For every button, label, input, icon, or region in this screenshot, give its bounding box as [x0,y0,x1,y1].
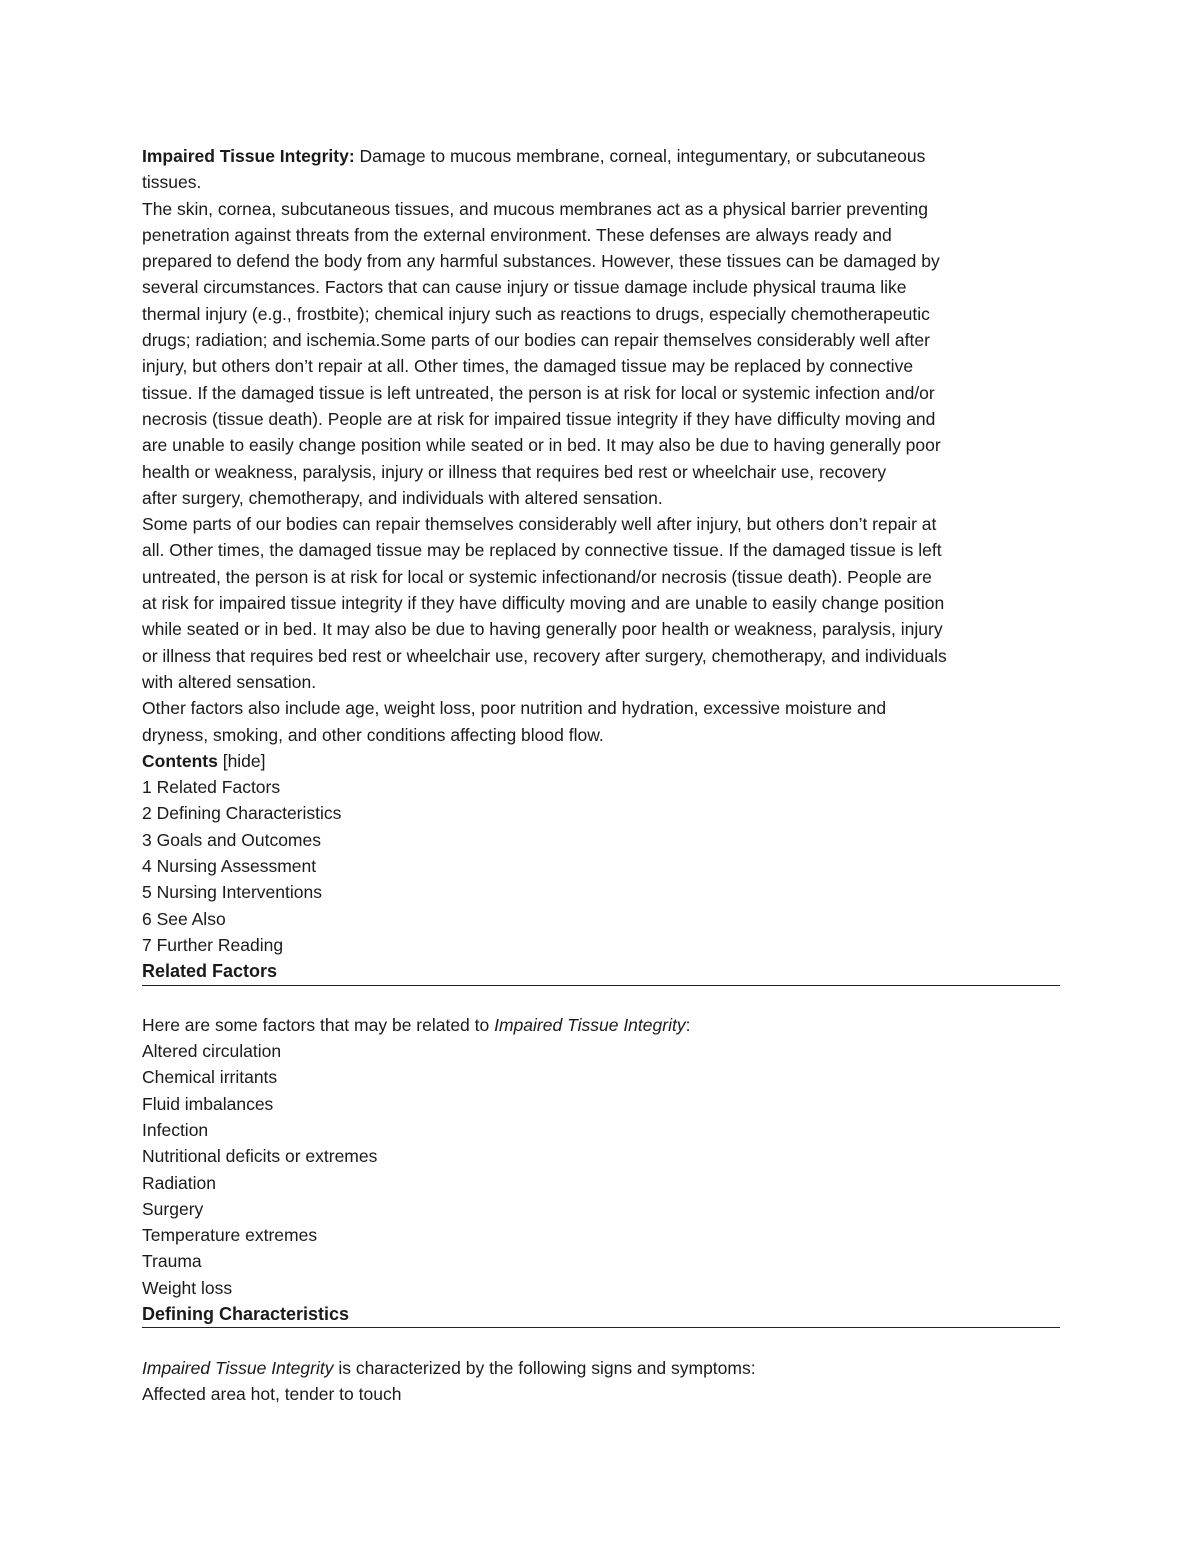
paragraph-line: several circumstances. Factors that can cause injury or tissue damage include physical trauma like [142,277,907,298]
contents-title: Contents [142,750,218,771]
list-item: Altered circulation [142,1041,282,1062]
toc-item-further-reading[interactable]: 7 Further Reading [142,934,284,955]
intro-term: Impaired Tissue Integrity: [142,146,355,166]
list-item: Fluid imbalances [142,1093,274,1114]
spacer [142,1328,1060,1354]
toc-item-nursing-assessment[interactable]: 4 Nursing Assessment [142,856,317,877]
toc-item-goals-outcomes[interactable]: 3 Goals and Outcomes [142,829,321,850]
paragraph-line: penetration against threats from the external environment. These defenses are always ready and [142,224,892,245]
related-factors-heading: Related Factors [142,958,1060,985]
paragraph-line: are unable to easily change position while seated or in bed. It may also be due to having generally poor [142,435,941,456]
contents-hide-toggle[interactable]: [hide] [222,750,266,771]
table-of-contents [142,748,1060,958]
list-item: Weight loss [142,1277,233,1298]
paragraph-3 [142,695,1060,748]
intro-suffix: is characterized by the following signs and symptoms: [333,1357,756,1378]
contents-header [142,748,1060,774]
list-item: Chemical irritants [142,1067,278,1088]
section-related-factors [142,958,1060,1301]
paragraph-line: all. Other times, the damaged tissue may be replaced by connective tissue. If the damaged tissue is left [142,540,942,561]
paragraph-line: with altered sensation. [142,671,317,692]
section-defining-characteristics [142,1301,1060,1407]
list-item: Affected area hot, tender to touch [142,1383,402,1404]
paragraph-line: thermal injury (e.g., frostbite); chemical injury such as reactions to drugs, especially chemotherapeutic [142,303,930,324]
paragraph-line: The skin, cornea, subcutaneous tissues, and mucous membranes act as a physical barrier preventing [142,198,928,219]
toc-item-nursing-interventions[interactable]: 5 Nursing Interventions [142,882,322,903]
defining-characteristics-intro [142,1355,1060,1381]
paragraph-line: Some parts of our bodies can repair themselves considerably well after injury, but others don’t repair at [142,514,937,535]
paragraph-line: necrosis (tissue death). People are at risk for impaired tissue integrity if they have difficulty moving and [142,408,936,429]
paragraph-line: Other factors also include age, weight loss, poor nutrition and hydration, excessive moisture and [142,698,887,719]
list-item: Surgery [142,1198,204,1219]
spacer [142,986,1060,1012]
list-item: Radiation [142,1172,216,1193]
toc-item-related-factors[interactable]: 1 Related Factors [142,777,281,798]
paragraph-line: health or weakness, paralysis, injury or illness that requires bed rest or wheelchair use, recovery [142,461,887,482]
toc-item-defining-characteristics[interactable]: 2 Defining Characteristics [142,803,342,824]
paragraph-line: injury, but others don’t repair at all. Other times, the damaged tissue may be replaced by connective [142,356,914,377]
paragraph-line: untreated, the person is at risk for local or systemic infectionand/or necrosis (tissue death). People are [142,566,932,587]
intro-term-italic: Impaired Tissue Integrity [142,1357,334,1378]
intro-prefix: Here are some factors that may be related to [142,1014,495,1035]
paragraph-line: dryness, smoking, and other conditions affecting blood flow. [142,724,604,745]
list-item: Temperature extremes [142,1225,318,1246]
intro-line-2: tissues. [142,172,202,193]
document-page [142,143,1060,1407]
intro-term-italic: Impaired Tissue Integrity [494,1014,686,1035]
list-item: Trauma [142,1251,202,1272]
toc-item-see-also[interactable]: 6 See Also [142,908,226,929]
defining-characteristics-heading: Defining Characteristics [142,1301,1060,1328]
intro-definition: Damage to mucous membrane, corneal, integumentary, or subcutaneous [354,146,926,166]
paragraph-line: at risk for impaired tissue integrity if they have difficulty moving and are unable to easily change position [142,593,945,614]
intro-suffix: : [685,1014,691,1035]
related-factors-intro [142,1012,1060,1038]
paragraph-1 [142,196,1060,512]
paragraph-2 [142,511,1060,695]
list-item: Nutritional deficits or extremes [142,1146,378,1167]
paragraph-line: or illness that requires bed rest or wheelchair use, recovery after surgery, chemotherapy, and individuals [142,645,947,666]
paragraph-line: drugs; radiation; and ischemia.Some parts of our bodies can repair themselves considerably well after [142,330,930,351]
list-item: Infection [142,1119,209,1140]
paragraph-line: after surgery, chemotherapy, and individuals with altered sensation. [142,487,663,508]
paragraph-line: prepared to defend the body from any harmful substances. However, these tissues can be damaged by [142,251,940,272]
intro-line-1 [142,143,1060,169]
paragraph-line: while seated or in bed. It may also be due to having generally poor health or weakness, paralysis, injury [142,619,943,640]
paragraph-line: tissue. If the damaged tissue is left untreated, the person is at risk for local or systemic infection and/or [142,382,935,403]
